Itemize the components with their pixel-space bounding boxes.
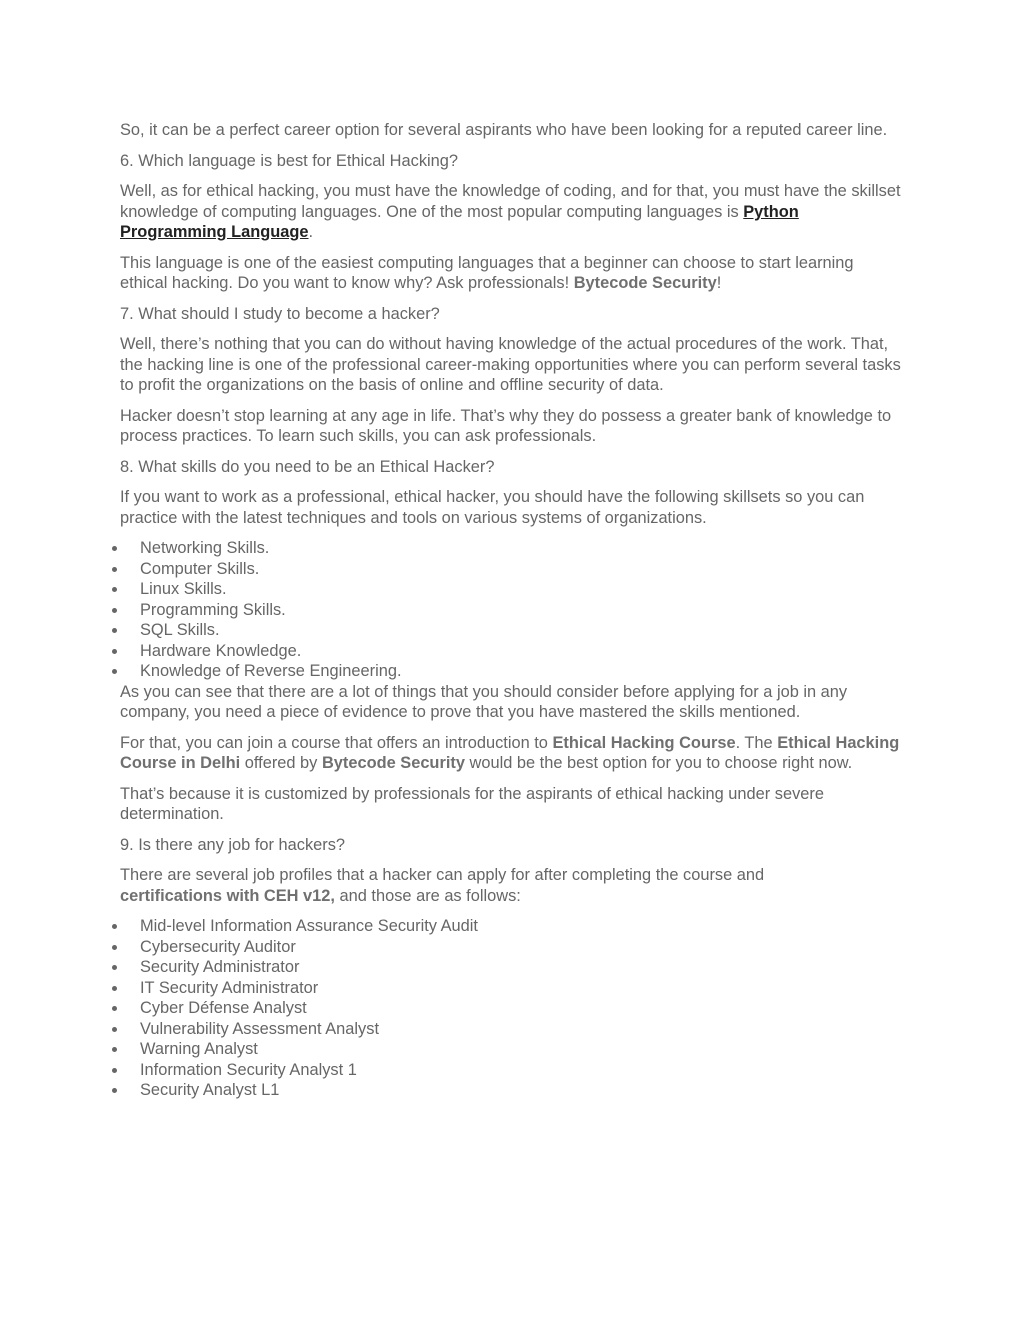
- ethical-hacking-course-delhi-bold: Ethical Hacking Course in Delhi: [120, 733, 900, 773]
- question-6-answer-1: [120, 181, 905, 242]
- bullet-icon: [112, 1027, 117, 1032]
- answer-text: Well, as for ethical hacking, you must have the knowledge of coding, and for that, you must have the skillset knowledge of computing languages. One of the most popular computing languages is: [120, 182, 901, 221]
- question-7-answer-2: Hacker doesn’t stop learning at any age in life. That’s why they do possess a greater bank of knowledge to process practices. To learn such skills, you can ask professionals.: [120, 406, 892, 445]
- list-item-text: Information Security Analyst 1: [140, 1060, 357, 1079]
- list-item: [0, 937, 1024, 958]
- bullet-icon: [112, 945, 117, 950]
- question-6-answer-2: [120, 253, 905, 294]
- answer-text: For that, you can join a course that offers an introduction to: [120, 733, 553, 752]
- bytecode-security-bold: Bytecode Security: [573, 274, 717, 292]
- list-item-text: Warning Analyst: [140, 1040, 258, 1059]
- question-8-answer-2: As you can see that there are a lot of things that you should consider before applying for a job in any company, you need a piece of evidence to prove that you have mastered the skills mentioned.: [120, 682, 848, 722]
- list-item: [0, 620, 1024, 641]
- list-item-text: Computer Skills.: [140, 559, 260, 578]
- question-6-heading: 6. Which language is best for Ethical Hacking?: [120, 151, 459, 170]
- question-8-answer-3: [120, 733, 905, 774]
- bullet-icon: [112, 986, 117, 991]
- list-item-text: Cybersecurity Auditor: [140, 937, 296, 956]
- answer-text: . The: [735, 733, 778, 752]
- bullet-icon: [112, 965, 117, 970]
- bullet-icon: [112, 567, 117, 572]
- answer-text: would be the best option for you to choose right now.: [464, 754, 853, 773]
- list-item: [0, 559, 1024, 580]
- list-item: [0, 1060, 1024, 1081]
- list-item: [0, 538, 1024, 559]
- list-item: [0, 998, 1024, 1019]
- list-item: [0, 641, 1024, 662]
- question-7-heading: 7. What should I study to become a hacker?: [120, 304, 440, 323]
- question-9-answer-1: [120, 865, 785, 906]
- jobs-list: [0, 916, 1024, 1101]
- bullet-icon: [112, 924, 117, 929]
- question-9-heading: 9. Is there any job for hackers?: [120, 835, 346, 854]
- bullet-icon: [112, 608, 117, 613]
- list-item-text: IT Security Administrator: [140, 978, 319, 997]
- answer-text: offered by: [240, 754, 322, 773]
- list-item-text: Mid-level Information Assurance Security Audit: [140, 917, 478, 936]
- skills-list: [0, 538, 1024, 682]
- bytecode-security-bold: Bytecode Security: [321, 754, 465, 773]
- list-item: [0, 579, 1024, 600]
- question-8-answer-1: If you want to work as a professional, ethical hacker, you should have the following skillsets so you can practice with the latest techniques and tools on various systems of organizations.: [120, 488, 865, 527]
- list-item: [0, 957, 1024, 978]
- list-item-text: Networking Skills.: [140, 539, 270, 558]
- question-8-heading: 8. What skills do you need to be an Ethical Hacker?: [120, 457, 495, 476]
- ethical-hacking-course-bold: Ethical Hacking Course: [552, 733, 736, 752]
- intro-paragraph: So, it can be a perfect career option for several aspirants who have been looking for a reputed career line.: [120, 121, 888, 139]
- list-item-text: Linux Skills.: [140, 580, 227, 599]
- list-item-text: Security Analyst L1: [140, 1081, 280, 1100]
- python-programming-link[interactable]: Python Programming Language: [120, 202, 799, 241]
- bullet-icon: [112, 587, 117, 592]
- list-item-text: SQL Skills.: [140, 621, 220, 640]
- bullet-icon: [112, 1088, 117, 1093]
- list-item: [0, 661, 1024, 682]
- bullet-icon: [112, 546, 117, 551]
- answer-text: .: [308, 223, 314, 241]
- ceh-certifications-bold: certifications with CEH v12,: [120, 886, 335, 905]
- list-item: [0, 1019, 1024, 1040]
- list-item: [0, 1039, 1024, 1060]
- answer-text: There are several job profiles that a hacker can apply for after completing the course and: [120, 866, 765, 885]
- bullet-icon: [112, 628, 117, 633]
- list-item-text: Security Administrator: [140, 958, 300, 977]
- bullet-icon: [112, 1047, 117, 1052]
- bullet-icon: [112, 1006, 117, 1011]
- list-item-text: Cyber Défense Analyst: [140, 999, 307, 1018]
- list-item-text: Hardware Knowledge.: [140, 641, 302, 660]
- question-8-answer-4: That’s because it is customized by professionals for the aspirants of ethical hacking under severe determination.: [120, 784, 824, 824]
- list-item-text: Programming Skills.: [140, 600, 286, 619]
- list-item-text: Knowledge of Reverse Engineering.: [140, 662, 402, 681]
- list-item-text: Vulnerability Assessment Analyst: [140, 1019, 379, 1038]
- document-page: [0, 120, 1024, 1101]
- answer-text: and those are as follows:: [334, 886, 521, 905]
- list-item: [0, 600, 1024, 621]
- bullet-icon: [112, 669, 117, 674]
- list-item: [0, 978, 1024, 999]
- bullet-icon: [112, 1068, 117, 1073]
- list-item: [0, 916, 1024, 937]
- bullet-icon: [112, 649, 117, 654]
- answer-text: This language is one of the easiest computing languages that a beginner can choose to start learning ethical hacking. Do you want to know why? Ask professionals!: [120, 253, 854, 292]
- answer-text: !: [716, 274, 722, 292]
- list-item: [0, 1080, 1024, 1101]
- question-7-answer-1: Well, there’s nothing that you can do without having knowledge of the actual procedures of the work. That, the hacking line is one of the professional career-making opportunities where you can perform several tasks to profit the organizations on the basis of online and offline security of data.: [120, 335, 901, 394]
